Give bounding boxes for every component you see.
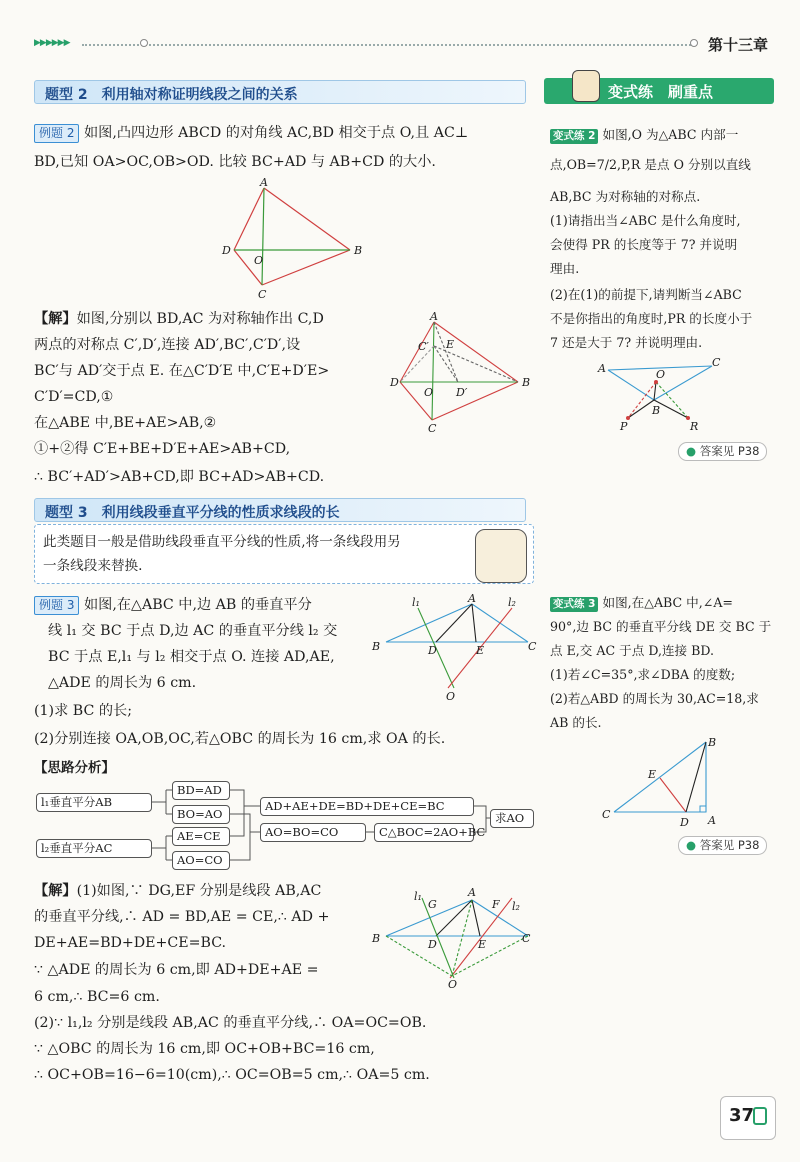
v2-line-6: 理由. bbox=[550, 261, 580, 276]
ex3-line-2: 线 l₁ 交 BC 于点 D,边 AC 的垂直平分线 l₂ 交 bbox=[48, 623, 338, 639]
section3-title: 题型 3 利用线段垂直平分线的性质求线段的长 bbox=[45, 505, 340, 521]
sol2-head: 【解】 bbox=[34, 311, 77, 327]
v3-line-6: AB 的长. bbox=[550, 715, 602, 730]
sol3-line-5: 6 cm,∴ BC=6 cm. bbox=[34, 989, 160, 1005]
analysis-goal-box: 求AO bbox=[490, 809, 534, 828]
practice-banner-title: 变式练 刷重点 bbox=[608, 83, 714, 101]
sol2-line-6: ①+②得 C′E+BE+D′E+AE>AB+CD, bbox=[34, 441, 291, 457]
v2-line-4: (1)请指出当∠ABC 是什么角度时, bbox=[550, 213, 741, 228]
sol3-label-o: O bbox=[448, 978, 458, 991]
v2-line-7: (2)在(1)的前提下,请判断当∠ABC bbox=[550, 287, 742, 302]
ex3-line-3: BC 于点 E,l₁ 与 l₂ 相交于点 O. 连接 AD,AE, bbox=[48, 649, 335, 665]
ex3-tag: 例题 3 bbox=[34, 596, 79, 615]
sol3-line-6: (2)∵ l₁,l₂ 分别是线段 AB,AC 的垂直平分线,∴ OA=OC=OB. bbox=[34, 1015, 427, 1031]
analysis-l2-box: l₂垂直平分AC bbox=[36, 839, 152, 858]
v3-answer-link[interactable] bbox=[678, 836, 767, 855]
v3-line-4: (1)若∠C=35°,求∠DBA 的度数; bbox=[550, 667, 736, 682]
ex2-label-b: B bbox=[354, 244, 363, 257]
v2-answer-text: 答案见 P38 bbox=[699, 444, 760, 458]
sol2-label-a: A bbox=[430, 310, 438, 323]
sol3-label-c: C bbox=[522, 932, 531, 945]
sol3-line-4: ∵ △ADE 的周长为 6 cm,即 AD+DE+AE = bbox=[34, 962, 319, 978]
section3-tip-line-1: 此类题目一般是借助线段垂直平分线的性质,将一条线段用另 bbox=[43, 534, 401, 550]
v2-line-8: 不是你指出的角度时,PR 的长度小于 bbox=[550, 311, 753, 326]
v2-line-2: 点,OB=7/2,P,R 是点 O 分别以直线 bbox=[550, 157, 751, 172]
sol3-label-l1: l₁ bbox=[414, 890, 422, 903]
mascot-icon bbox=[572, 70, 600, 102]
v3-text-1: 如图,在△ABC 中,∠A= bbox=[602, 595, 733, 610]
v2-label-p: P bbox=[620, 420, 628, 433]
sol2-label-dprime: D′ bbox=[456, 386, 468, 399]
header-dotted-rule bbox=[82, 44, 694, 46]
answer-pin-icon-2: ● bbox=[686, 838, 697, 852]
v2-label-b: B bbox=[652, 404, 661, 417]
v2-text-1: 如图,O 为△ABC 内部一 bbox=[602, 127, 739, 142]
analysis-eq-box: AO=BO=CO bbox=[260, 823, 366, 842]
sol2-line-4: C′D′=CD,① bbox=[34, 389, 114, 405]
sol3-figure bbox=[372, 886, 532, 991]
v2-answer-link[interactable] bbox=[678, 442, 767, 461]
v3-label-e: E bbox=[648, 768, 657, 781]
v2-line-3: AB,BC 为对称轴的对称点. bbox=[550, 189, 701, 204]
v2-line-5: 会使得 PR 的长度等于 7? 并说明 bbox=[550, 237, 738, 252]
sol2-line-7: ∴ BC′+AD′>AB+CD,即 BC+AD>AB+CD. bbox=[34, 469, 325, 485]
v3-line-5: (2)若△ABD 的周长为 30,AC=18,求 bbox=[550, 691, 759, 706]
answer-pin-icon: ● bbox=[686, 444, 697, 458]
ex3-figure bbox=[372, 592, 537, 703]
section2-banner bbox=[34, 80, 526, 104]
ex3-line-1 bbox=[34, 596, 312, 615]
section2-title: 题型 2 利用轴对称证明线段之间的关系 bbox=[45, 87, 298, 103]
section3-banner bbox=[34, 498, 526, 522]
v3-label-b: B bbox=[708, 736, 717, 749]
sol3-line-7: ∵ △OBC 的周长为 16 cm,即 OC+OB+BC=16 cm, bbox=[34, 1041, 375, 1057]
v3-answer-text: 答案见 P38 bbox=[699, 838, 760, 852]
chapter-title: 第十三章 bbox=[708, 36, 769, 54]
v3-line-3: 点 E,交 AC 于点 D,连接 BD. bbox=[550, 643, 715, 658]
sol3-label-b: B bbox=[372, 932, 381, 945]
ex3-line-4: △ADE 的周长为 6 cm. bbox=[48, 675, 197, 691]
v2-label-c: C bbox=[712, 356, 721, 369]
ex2-label-a: A bbox=[260, 176, 268, 189]
section3-tip-line-2: 一条线段来替换. bbox=[43, 558, 143, 574]
analysis-diagram bbox=[34, 776, 534, 876]
analysis-ao-box: AO=CO bbox=[172, 851, 230, 870]
sol3-label-e: E bbox=[478, 938, 487, 951]
sol2-label-e: E bbox=[446, 338, 455, 351]
sol3-label-g: G bbox=[428, 898, 437, 911]
ex3-label-a: A bbox=[468, 592, 476, 605]
sol3-label-l2: l₂ bbox=[512, 900, 520, 913]
ex3-label-o: O bbox=[446, 690, 456, 703]
analysis-c-box: C△BOC=2AO+BC bbox=[374, 823, 474, 842]
practice-banner bbox=[544, 78, 774, 104]
sol2-label-d: D bbox=[390, 376, 399, 389]
ex3-label-b: B bbox=[372, 640, 381, 653]
sol2-label-b: B bbox=[522, 376, 531, 389]
sol2-figure bbox=[390, 310, 531, 435]
sol3-line-3: DE+AE=BD+DE+CE=BC. bbox=[34, 935, 227, 951]
sol2-line-5: 在△ABE 中,BE+AE>AB,② bbox=[34, 415, 217, 431]
mascot-duck-icon bbox=[475, 529, 527, 583]
sol3-line-8: ∴ OC+OB=16−6=10(cm),∴ OC=OB=5 cm,∴ OA=5 cm. bbox=[34, 1067, 430, 1083]
v2-figure bbox=[596, 356, 726, 436]
ex2-label-c: C bbox=[258, 288, 267, 301]
header-rule-circle-right bbox=[690, 39, 698, 47]
v3-line-1 bbox=[550, 594, 733, 612]
sol2-text-1: 如图,分别以 BD,AC 为对称轴作出 C,D bbox=[76, 311, 324, 327]
v3-label-c: C bbox=[602, 808, 611, 821]
analysis-l1-box: l₁垂直平分AB bbox=[36, 793, 152, 812]
analysis-head: 【思路分析】 bbox=[34, 760, 115, 776]
ex3-text-1: 如图,在△ABC 中,边 AB 的垂直平分 bbox=[83, 597, 312, 613]
sol2-line-3: BC′与 AD′交于点 E. 在△C′D′E 中,C′E+D′E> bbox=[34, 363, 330, 379]
v2-line-1 bbox=[550, 126, 738, 144]
page-number-badge bbox=[720, 1096, 776, 1140]
sol3-head: 【解】 bbox=[34, 883, 77, 899]
v2-tag: 变式练 2 bbox=[550, 129, 598, 144]
sol3-label-d: D bbox=[428, 938, 437, 951]
sol3-label-f: F bbox=[492, 898, 500, 911]
ex3-label-l2: l₂ bbox=[508, 596, 516, 609]
analysis-ae-box: AE=CE bbox=[172, 827, 230, 846]
sol2-label-o: O bbox=[424, 386, 434, 399]
sol3-line-1 bbox=[34, 882, 321, 901]
sol3-text-1: (1)如图,∵ DG,EF 分别是线段 AB,AC bbox=[76, 883, 322, 899]
page-number: 37 bbox=[729, 1105, 755, 1126]
section3-tip-box bbox=[34, 524, 534, 584]
page-logo-icon bbox=[753, 1107, 767, 1125]
ex2-line-2: BD,已知 OA>OC,OB>OD. 比较 BC+AD 与 AB+CD 的大小. bbox=[34, 154, 436, 170]
v3-label-a: A bbox=[708, 814, 716, 827]
v3-line-2: 90°,边 BC 的垂直平分线 DE 交 BC 于 bbox=[550, 619, 772, 634]
v3-figure bbox=[600, 734, 730, 828]
sol3-line-2: 的垂直平分线,∴ AD = BD,AE = CE,∴ AD + bbox=[34, 909, 330, 925]
ex3-line-5: (1)求 BC 的长; bbox=[34, 703, 133, 719]
sol2-label-c: C bbox=[428, 422, 437, 435]
v2-line-9: 7 还是大于 7? 并说明理由. bbox=[550, 335, 703, 350]
header-arrows: ▶▶▶▶▶▶ bbox=[34, 38, 70, 48]
ex2-line-1 bbox=[34, 124, 468, 143]
analysis-sum-box: AD+AE+DE=BD+DE+CE=BC bbox=[260, 797, 474, 816]
sol3-label-a: A bbox=[468, 886, 476, 899]
ex2-tag: 例题 2 bbox=[34, 124, 79, 143]
sol2-line-1 bbox=[34, 310, 324, 329]
v2-label-o: O bbox=[656, 368, 666, 381]
v2-label-r: R bbox=[690, 420, 699, 433]
ex3-label-l1: l₁ bbox=[412, 596, 420, 609]
ex3-label-d: D bbox=[428, 644, 437, 657]
v3-label-d: D bbox=[680, 816, 689, 829]
analysis-bd-box: BD=AD bbox=[172, 781, 230, 800]
ex2-figure bbox=[220, 176, 370, 301]
analysis-bo-box: BO=AO bbox=[172, 805, 230, 824]
ex2-text-1: 如图,凸四边形 ABCD 的对角线 AC,BD 相交于点 O,且 AC⊥ bbox=[83, 125, 469, 141]
v2-label-a: A bbox=[598, 362, 606, 375]
v3-tag: 变式练 3 bbox=[550, 597, 598, 612]
ex2-label-o: O bbox=[254, 254, 264, 267]
sol2-line-2: 两点的对称点 C′,D′,连接 AD′,BC′,C′D′,设 bbox=[34, 337, 301, 353]
ex2-label-d: D bbox=[222, 244, 231, 257]
header-rule-circle bbox=[140, 39, 148, 47]
ex3-label-e: E bbox=[476, 644, 485, 657]
ex3-line-6: (2)分别连接 OA,OB,OC,若△OBC 的周长为 16 cm,求 OA 的长. bbox=[34, 731, 446, 747]
ex3-label-c: C bbox=[528, 640, 537, 653]
sol2-label-cprime: C′ bbox=[418, 340, 429, 353]
